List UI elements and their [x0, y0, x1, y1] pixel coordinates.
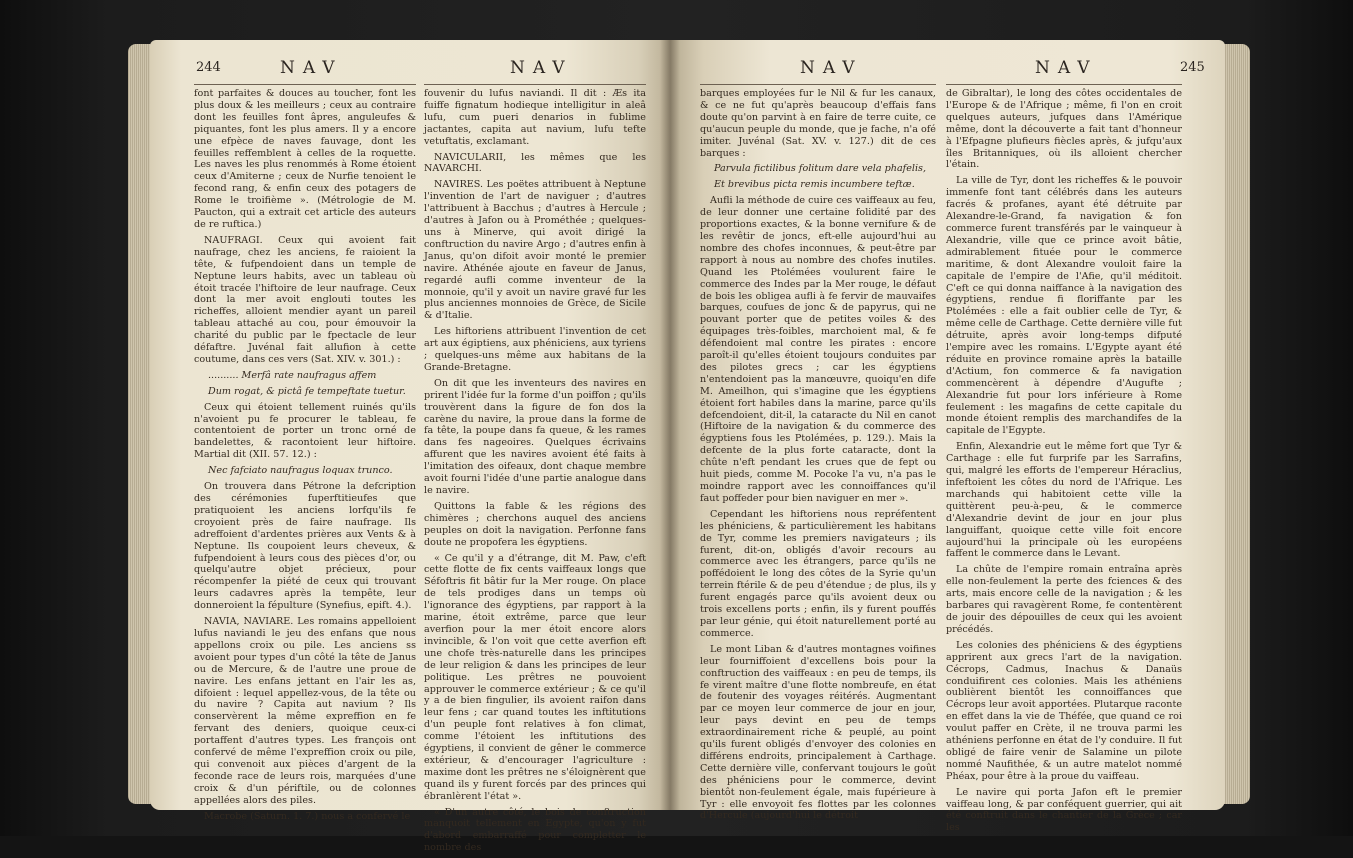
- verse-line: Nec fafciato naufragus loquax trunco.: [208, 465, 393, 477]
- verse-line: Parvula fictilibus folitum dare vela phafelis,: [714, 163, 927, 175]
- right-page-column-2: [946, 88, 1182, 838]
- right-page: [670, 40, 1225, 834]
- quotation: « Ce qu'il y a d'étrange, dit M. Paw, c'eft cette flotte de fix cents vaiffeaux longs que Séfoftris fit bâtir fur la Mer rouge. On place de tels prodiges dans un temps où l'ignorance des égyptiens, par rapport à la marine, étoit extrême, parce que leur averfion pour la mer étoit encore alors invincible, & l'on voit que cette averfion eft une chofe très-naturelle dans les principes de leur religion & dans les principes de leur politique. Les prêtres ne pouvoient approuver le commerce extérieur ; & ce qu'il y a de bien fingulier, ils avoient raifon dans leur fens ; car quand toutes les inftitutions d'un peuple font relatives à fon climat, comme l'étoient les inftitutions des égyptiens, il convient de gêner le commerce extérieur, & d'encourager l'agriculture : maxime dont les prêtres ne s'éloignèrent que quand ils y furent forcés par des princes qui ébranlèrent l'état ».: [424, 552, 646, 802]
- paragraph: Les colonies des phéniciens & des égyptiens apprirent aux grecs l'art de la navigation. Cécrops, Cadmus, Inachus & Danaüs conduifirent ces colonies. Mais les athéniens oublièrent bientôt les connoiffances que Cécrops leur avoit apportées. Plutarque raconte en effet dans la vie de Théfée, que quand ce roi voulut paffer en Crète, il ne trouva parmi les athéniens perfonne en état de l'y conduire. Il fut obligé de faire venir de Salamine un pilote nommé Naufithée, & un autre matelot nommé Phéax, pour être à la proue du vaiffeau.: [946, 639, 1183, 782]
- entry-navires: NAVIRES. Les poëtes attribuent à Neptune l'invention de l'art de naviguer ; d'autres l'attribuent à Bacchus ; d'autres à Hercule ; d'autres à Jafon ou à Prométhée ; quelques-uns à Minerve, qui avoit dirigé la conftruction du navire Argo ; d'autres enfin à Janus, qu'on difoit avoir monté le premier navire. Athénée ajoute en faveur de Janus, regardé aufli comme inventeur de la monnoie, qu'il y avoit un navire gravé fur les plus anciennes monnoies de Grèce, de Sicile & d'Italie.: [424, 179, 646, 322]
- left-page-column-1: [194, 88, 416, 826]
- running-head-right-2: NAV: [1035, 58, 1098, 78]
- paragraph: Macrobe (Saturn. 1. 7.) nous a confervé le: [204, 810, 411, 822]
- paragraph: Le navire qui porta Jafon eft le premier vaiffeau long, & par conféquent guerrier, qui ait été conftruit dans le chantier de la Grèce ; car les: [946, 786, 1182, 834]
- paragraph: On trouvera dans Pétrone la defcription des cérémonies fuperftitieufes que pratiquoient les anciens lorfqu'ils fe croyoient près de faire naufrage. Ils adreffoient d'ardentes prières aux Vents & à Neptune. Ils coupoient leurs cheveux, & fufpendoient à leurs cous des pièces d'or, ou quelqu'autre objet précieux, pour récompenfer la piété de ceux qui trouvant leurs cadavres après la tempête, leur donneroient la fépulture (Synefius, epift. 4.).: [194, 481, 416, 612]
- right-page-column-1: [700, 88, 936, 826]
- paragraph: Enfin, Alexandrie eut le même fort que Tyr & Carthage : elle fut furprife par les Sarrafins, qui, malgré les efforts de l'empereur Héraclius, infeftoient les côtes du nord de l'Afrique. Les marchands qui habitoient cette ville la quittèrent peu-à-peu, & le commerce d'Alexandrie devint de jour en jour plus languiffant, quoique cette ville foit encore aujourd'hui la principale où les européens faffent le commerce dans le Levant.: [946, 441, 1182, 560]
- running-head-right-1: NAV: [800, 58, 863, 78]
- verse-line: Dum rogat, & pictâ fe tempeftate tuetur.: [208, 385, 406, 397]
- paragraph: Quittons la fable & les régions des chimères ; cherchons auquel des anciens peuples on doit la navigation. Perfonne fans doute ne propofera les égyptiens.: [424, 500, 646, 548]
- left-page-edges: [128, 44, 152, 804]
- left-page: [150, 40, 670, 854]
- verse-line: Et brevibus picta remis incumbere teftæ.: [714, 179, 915, 191]
- paragraph: fouvenir du lufus naviandi. Il dit : Æs ita fuiffe fignatum hodieque intelligitur in aleâ lufu, cum pueri denarios in fublime jactantes, capita aut navium, lufu tefte vetuftatis, exclamant.: [424, 88, 646, 147]
- paragraph: de Gibraltar), le long des côtes occidentales de l'Europe & de l'Afrique ; même, fi l'on en croit quelques auteurs, jufques dans l'Amérique même, dont la découverte a fait tant d'honneur à l'Efpagne plufieurs fiècles après, & jufqu'aux îles Britanniques, où ils alloient chercher l'étain.: [946, 88, 1182, 171]
- running-head-left-1: NAV: [280, 58, 343, 78]
- right-page-edges: [1222, 44, 1250, 804]
- header-rule: [194, 84, 416, 85]
- header-rule: [700, 84, 936, 85]
- paragraph: La chûte de l'empire romain entraîna après elle non-feulement la perte des fciences & des arts, mais encore celle de la navigation ; & les barbares qui ravagèrent Rome, fe contentèrent de jouir des dépouilles de ceux qui les avoient précédés.: [946, 564, 1182, 635]
- left-page-column-2: [424, 88, 646, 858]
- paragraph: Ceux qui étoient tellement ruinés qu'ils n'avoient pu fe procurer le tableau, fe contentoient de porter un tronc orné de bandelettes, & racontoient leur hiftoire. Martial dit (XII. 57. 12.) :: [194, 401, 416, 461]
- page-number-right: 245: [1180, 60, 1205, 75]
- entry-navicularii: NAVICULARII, les mêmes que les NAVARCHI.: [424, 151, 646, 175]
- paragraph: La ville de Tyr, dont les richeffes & le pouvoir immenfe font tant célébrés dans les auteurs facrés & profanes, ayant été détruite par Alexandre-le-Grand, fa navigation & fon commerce furent transférés par le vainqueur à Alexandrie, ville que ce prince avoit bâtie, admirablement fituée pour le commerce maritime, & dont Alexandre vouloit faire la capitale de l'empire de l'Afie, qu'il méditoit. C'eft ce qui donna naiffance à la navigation des égyptiens, rendue fi floriffante par les Ptolémées : elle a fait oublier celle de Tyr, & même celle de Carthage. Cette dernière ville fut détruite, après avoir long-temps difputé l'empire avec les romains. L'Egypte ayant été réduite en province romaine après la bataille d'Actium, fon commerce & fa navigation commencèrent à dépendre d'Augufte ; Alexandrie fut pour lors inférieure à Rome feulement : les magafins de cette capitale du monde étoient remplis des marchandifes de la capitale de l'Egypte.: [946, 175, 1182, 437]
- entry-naufragi: NAUFRAGI. Ceux qui avoient fait naufrage, chez les anciens, fe raioient la tête, & fufpendoient dans un temple de Neptune leurs habits, avec un tableau où étoit tracée l'hiftoire de leur naufrage. Ceux dont la mer avoit englouti toutes les richeffes, alloient mendier ayant un pareil tableau attaché au cou, pour émouvoir la charité du public par le fpectacle de leur défaftre. Juvénal fait allufion à cette coutume, dans ces vers (Sat. XIV. v. 301.) :: [194, 234, 416, 365]
- header-rule: [946, 84, 1182, 85]
- paragraph: On dit que les inventeurs des navires en prirent l'idée fur la forme d'un poiffon ; qu'ils trouvèrent dans la figure de fon dos la carène du navire, la proue dans la forme de fa tête, la poupe dans fa queue, & les rames dans fes nageoires. Quelques écrivains affurent que les navires avoient été faits à l'imitation des oifeaux, dont chaque membre avoit fourni l'idée d'une partie analogue dans le navire.: [424, 377, 646, 496]
- paragraph: Aufli la méthode de cuire ces vaiffeaux au feu, de leur donner une certaine folidité par des proportions exactes, & la bonne vernifure & de les revêtir de joncs, eft-elle aujourd'hui au nombre des chofes inconnues, & peut-être par rapport à nous au nombre des chofes inutiles. Quand les Ptolémées voulurent faire le commerce des Indes par la Mer rouge, le défaut de bois les obligea aufli à fe fervir de mauvaifes barques, coufues de jonc & de papyrus, qui ne pouvant porter que de petites voiles & des équipages très-foibles, marchoient mal, & fe défendoient mal contre les pirates : encore paroît-il qu'elles étoient toujours conduites par des pilotes grecs ; car les égyptiens n'entendoient pas la manœuvre, quoiqu'en dife M. Ameilhon, qui s'imagine que les égyptiens étoient fort habiles dans la marine, parce qu'ils defcendoient, dit-il, la cataracte du Nil en canot (Hiftoire de la navigation & du commerce des égyptiens fous les Ptolémées, p. 129.). Mais la defcente de la plus forte cataracte, dont la chûte n'eft pendant les crues que de fept ou huit pieds, comme M. Pocoke l'a vu, n'a pas le moindre rapport avec les connoiffances qu'il faut poffeder pour bien naviguer en mer ».: [700, 195, 936, 504]
- paragraph: Les hiftoriens attribuent l'invention de cet art aux égiptiens, aux phéniciens, aux tyriens ; quelques-uns même aux habitans de la Grande-Bretagne.: [424, 326, 646, 373]
- verse-line: .......... Merfâ rate naufragus affem: [208, 369, 377, 381]
- paragraph: font parfaites & douces au toucher, font les plus doux & les meilleurs ; ceux au contraire dont les feuilles font âpres, anguleufes & piquantes, font les plus amers. Il y a encore une efpèce de naves fauvage, dont les feuilles reffemblent à celles de la roquette. Les naves les plus renommés à Rome étoient ceux d'Amiterne ; ceux de Nurfie tenoient le fecond rang, & enfin ceux des potagers de Rome le troifième ». (Métrologie de M. Paucton, qui a extrait cet article des auteurs de re ruftica.): [194, 88, 416, 230]
- paragraph: Cependant les hiftoriens nous repréfentent les phéniciens, & particulièrement les habitans de Tyr, comme les premiers navigateurs ; ils furent, dit-on, obligés d'avoir recours au commerce avec les étrangers, parce qu'ils ne poffédoient le long des côtes de la Syrie qu'un terrein ftérile & de peu d'étendue ; de plus, ils y furent engagés parce qu'ils avoient deux ou trois excellens ports ; enfin, ils y furent pouffés par leur génie, qui étoit naturellement porté au commerce.: [700, 508, 936, 639]
- header-rule: [424, 84, 646, 85]
- book-gutter: [660, 40, 680, 810]
- paragraph: barques employées fur le Nil & fur les canaux, & ce ne fut qu'après beaucoup d'effais fans doute qu'on parvint à en faire de terre cuite, ce qu'aucun peuple du monde, que je fache, n'a ofé imiter. Juvénal (Sat. XV. v. 127.) dit de ces barques :: [700, 88, 936, 159]
- entry-navia: NAVIA, NAVIARE. Les romains appelloient lufus naviandi le jeu des enfans que nous appellons croix ou pile. Les anciens ss avoient pour types d'un côté la tête de Janus ou de Mercure, & de l'autre une proue de navire. Les enfans jettant en l'air les as, difoient : lequel appellez-vous, de la tête ou du navire ? Capita aut navium ? Ils conservèrent la même expreffion en fe fervant des deniers, quoique ceux-ci portaffent d'autres types. Les françois ont confervé de même l'expreffion croix ou pile, qui convenoit aux pièces d'argent de la feconde race de leurs rois, marquées d'une croix & d'un périftile, ou de colonnes appellées alors des piles.: [194, 616, 416, 806]
- running-head-left-2: NAV: [510, 58, 573, 78]
- quotation: « D'un autre côté, le bois de conftruction manquoit tellement en Egypte, qu'on y fut d'abord embarraffé pour completter le nombre des: [424, 806, 646, 854]
- page-number-left: 244: [196, 60, 221, 75]
- paragraph: Le mont Liban & d'autres montagnes voifines leur fourniffoient d'excellens bois pour la conftruction des vaiffeaux : en peu de temps, ils fe virent maître d'une flotte nombreufe, en état de foutenir des voyages réitérés. Augmentant par ce moyen leur commerce de jour en jour, leur pays devint en peu de temps extraordinairement riche & peuplé, au point qu'ils furent obligés d'envoyer des colonies en différens endroits, principalement à Carthage. Cette dernière ville, confervant toujours le goût des phéniciens pour le commerce, devint bientôt non-feulement égale, mais fupérieure à Tyr : elle envoyoit fes flottes par les colonnes d'Hercule (aujourd'hui le détroit: [700, 643, 936, 822]
